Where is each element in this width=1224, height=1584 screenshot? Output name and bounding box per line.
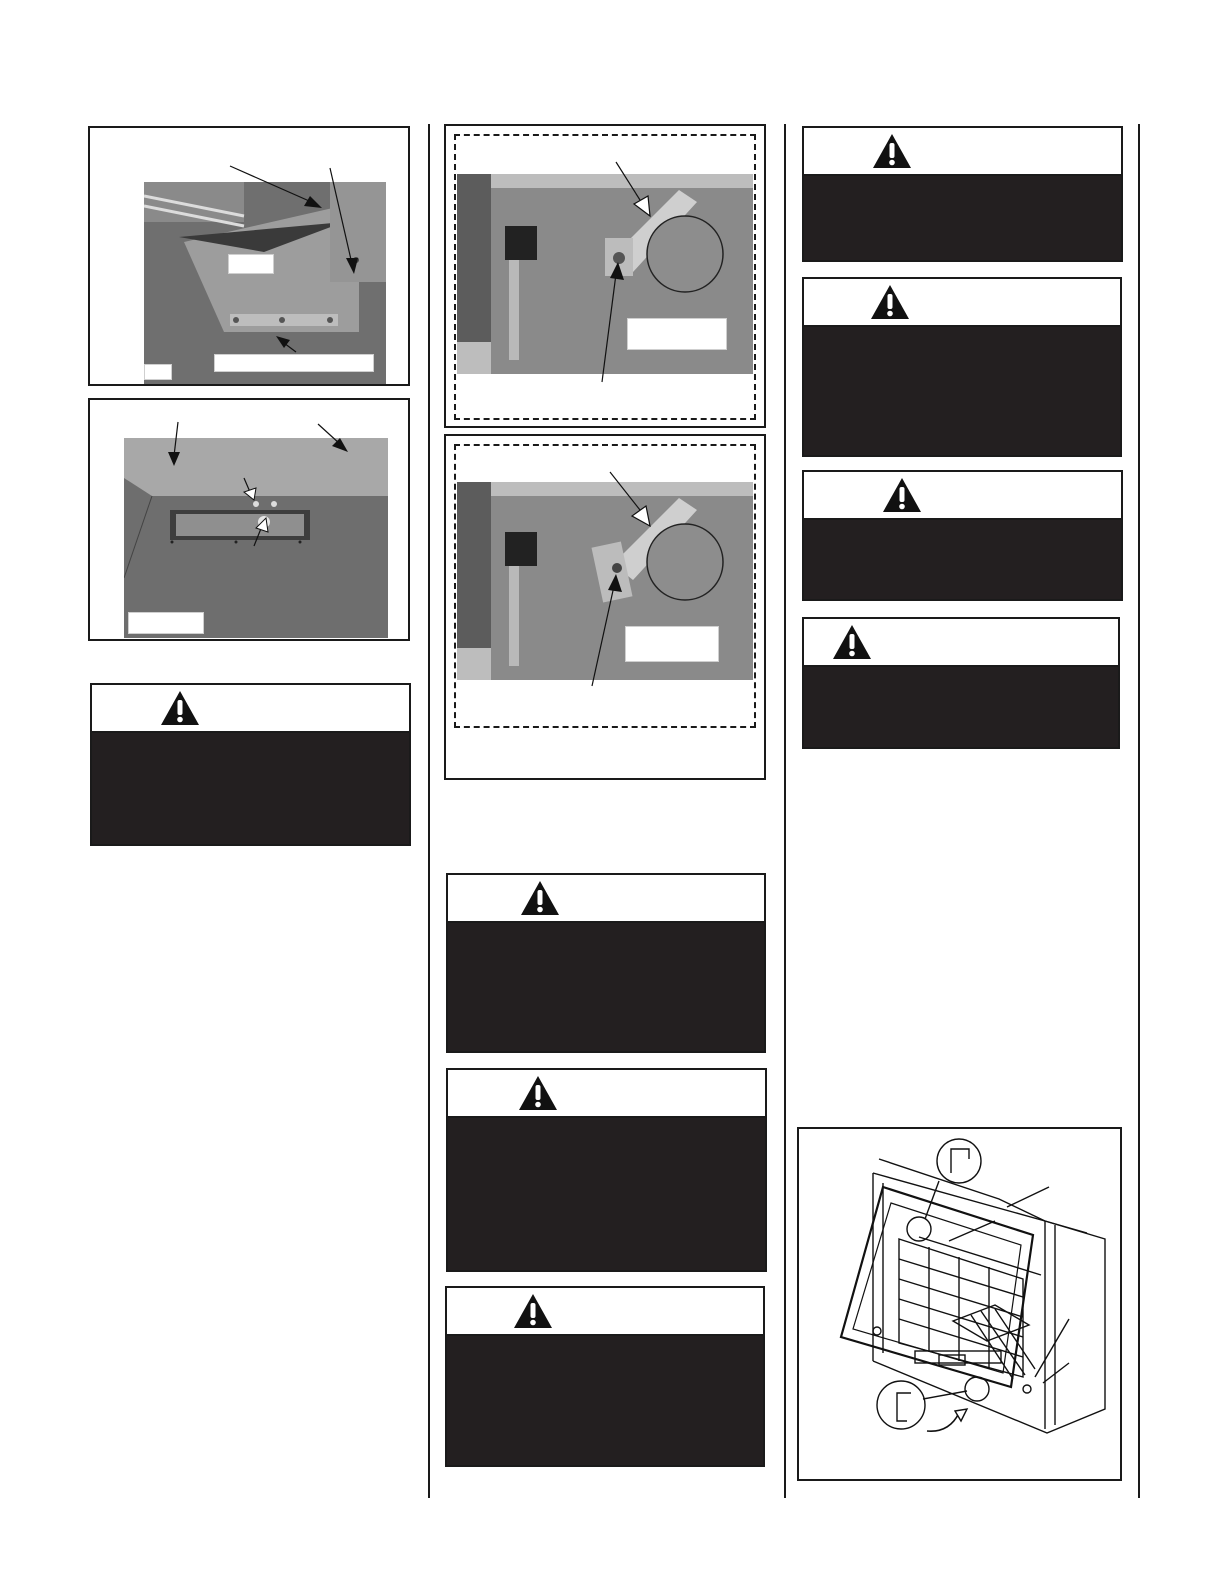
warning-triangle-icon <box>160 690 200 726</box>
warning-triangle-icon <box>882 477 922 513</box>
warning-box <box>802 617 1120 749</box>
warning-header <box>804 279 1120 327</box>
warning-box <box>90 683 411 846</box>
warning-header <box>447 1288 763 1336</box>
warning-triangle-icon <box>518 1075 558 1111</box>
warning-box <box>446 1068 767 1272</box>
warning-triangle-icon <box>832 624 872 660</box>
column-divider-right <box>784 124 786 1498</box>
warning-triangle-icon <box>872 133 912 169</box>
callout-arrow-icon <box>446 436 768 782</box>
figure-door-install-diagram <box>797 1127 1122 1481</box>
fireplace-door-diagram <box>799 1129 1120 1479</box>
warning-header <box>92 685 409 733</box>
figure-top-left <box>88 126 410 386</box>
warning-header <box>448 875 764 923</box>
warning-header <box>448 1070 765 1118</box>
figure-mid-left <box>88 398 410 641</box>
column-divider-left <box>428 124 430 1498</box>
warning-header <box>804 619 1118 667</box>
warning-triangle-icon <box>870 284 910 320</box>
warning-header <box>804 128 1121 176</box>
warning-triangle-icon <box>513 1293 553 1329</box>
warning-box <box>802 277 1122 457</box>
warning-triangle-icon <box>520 880 560 916</box>
warning-box <box>445 1286 765 1467</box>
warning-box <box>802 470 1123 601</box>
callout-arrow-icon <box>90 400 412 643</box>
callout-arrow-icon <box>90 128 412 388</box>
column-divider-far-right <box>1138 124 1140 1498</box>
callout-arrow-icon <box>446 126 768 430</box>
figure-damper-closed <box>444 434 766 780</box>
warning-box <box>446 873 766 1053</box>
warning-header <box>804 472 1121 520</box>
figure-damper-open <box>444 124 766 428</box>
warning-box <box>802 126 1123 262</box>
